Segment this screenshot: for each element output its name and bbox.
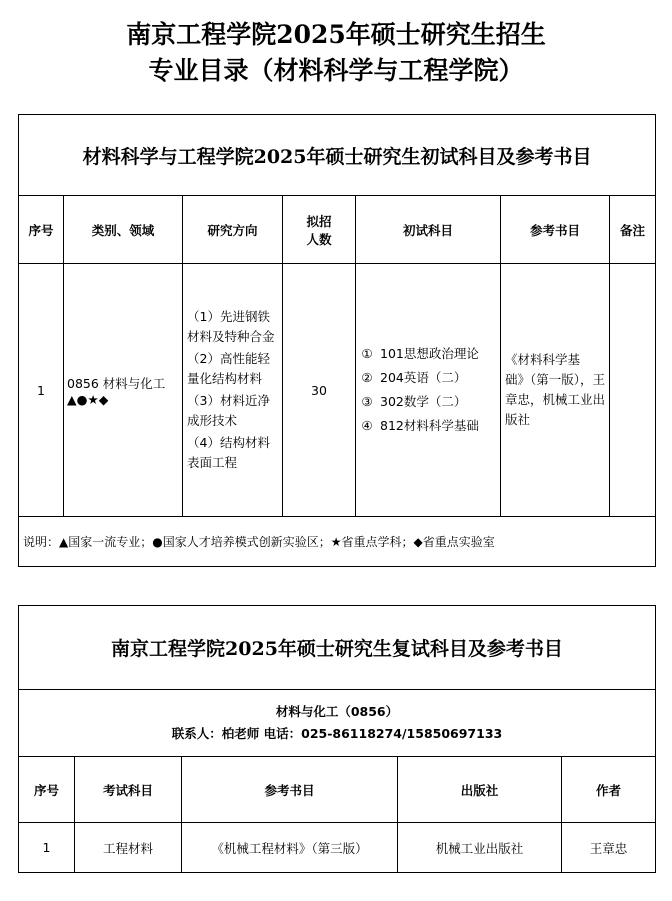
page-title-line1: 南京工程学院2025年硕士研究生招生 (126, 20, 546, 49)
retest-header-publisher: 出版社 (398, 757, 562, 823)
subject-item (356, 416, 500, 436)
subject-num: ④ (361, 418, 373, 433)
initial-exam-table (18, 114, 656, 567)
retest-row-publisher: 机械工业出版社 (398, 823, 562, 873)
retest-header-index: 序号 (19, 757, 75, 823)
legend-note: 说明：▲国家一流专业；●国家人才培养模式创新实验区；★省重点学科；◆省重点实验室 (19, 517, 656, 567)
retest-row-author: 王章忠 (562, 823, 656, 873)
subject-item (356, 392, 500, 412)
row-index: 1 (19, 264, 64, 517)
table-row (19, 823, 656, 873)
header-quota (283, 196, 356, 264)
retest-header-subject: 考试科目 (75, 757, 182, 823)
retest-header-book: 参考书目 (182, 757, 398, 823)
subject-num: ③ (361, 394, 373, 409)
category-marks: ▲●★◆ (67, 391, 109, 407)
page-title-line2: 专业目录（材料科学与工程学院） (148, 56, 524, 85)
subject-num: ② (361, 370, 373, 385)
retest-table (18, 605, 656, 873)
retest-major: 材料与化工（0856） (275, 704, 399, 719)
subject-text: 204英语（二） (380, 370, 467, 385)
retest-row-subject: 工程材料 (75, 823, 182, 873)
row-subjects (356, 264, 501, 517)
header-direction: 研究方向 (183, 196, 283, 264)
initial-table-caption: 材料科学与工程学院2025年硕士研究生初试科目及参考书目 (19, 115, 656, 196)
row-category (64, 264, 183, 517)
direction-item: （4）结构材料表面工程 (187, 435, 270, 470)
header-quota-line1: 拟招 (306, 213, 332, 229)
retest-row-index: 1 (19, 823, 75, 873)
header-category: 类别、领域 (64, 196, 183, 264)
direction-item: （2）高性能轻量化结构材料 (187, 351, 270, 386)
row-quota: 30 (283, 264, 356, 517)
row-directions (183, 264, 283, 517)
retest-contact: 联系人：柏老师 电话：025-86118274/15850697133 (171, 726, 503, 741)
row-remarks (610, 264, 656, 517)
subject-item (356, 344, 500, 364)
retest-contact-cell (19, 690, 656, 757)
retest-row-book: 《机械工程材料》（第三版） (182, 823, 398, 873)
direction-item: （1）先进钢铁材料及特种合金 (187, 309, 275, 344)
header-quota-line2: 人数 (306, 231, 332, 247)
retest-table-caption: 南京工程学院2025年硕士研究生复试科目及参考书目 (19, 606, 656, 690)
header-subjects: 初试科目 (356, 196, 501, 264)
direction-item: （3）材料近净成形技术 (187, 393, 270, 428)
header-books: 参考书目 (501, 196, 610, 264)
subject-text: 302数学（二） (380, 394, 467, 409)
header-index: 序号 (19, 196, 64, 264)
subject-num: ① (361, 346, 373, 361)
subject-text: 101思想政治理论 (380, 346, 479, 361)
row-books: 《材料科学基础》（第一版），王章忠，机械工业出版社 (501, 264, 610, 517)
category-text: 0856 材料与化工 (67, 375, 166, 391)
retest-header-author: 作者 (562, 757, 656, 823)
subject-text: 812材料科学基础 (380, 418, 479, 433)
subject-item (356, 368, 500, 388)
header-remarks: 备注 (610, 196, 656, 264)
